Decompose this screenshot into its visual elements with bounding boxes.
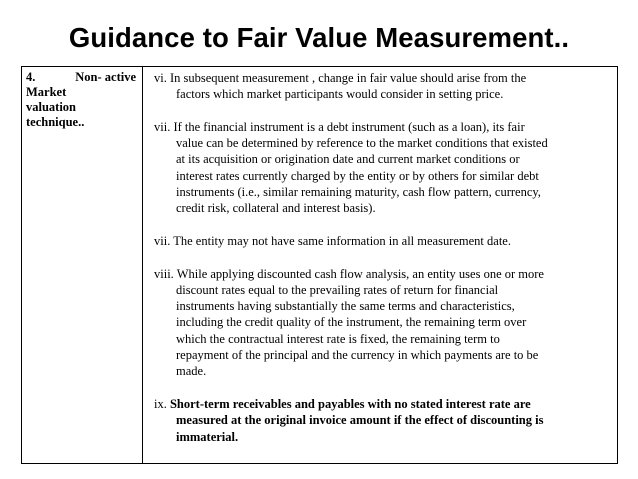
item-marker: vii. bbox=[154, 119, 174, 134]
guidance-item bbox=[154, 266, 609, 380]
item-text: credit risk, collateral and interest basis). bbox=[176, 201, 376, 216]
item-marker: ix. bbox=[154, 396, 170, 411]
guidance-line bbox=[154, 184, 609, 200]
item-text: factors which market participants would consider in setting price. bbox=[176, 87, 504, 102]
item-text: made. bbox=[176, 364, 207, 379]
topic-label-line: technique.. bbox=[26, 115, 85, 129]
topic-cell bbox=[22, 67, 143, 463]
content-table bbox=[21, 66, 618, 464]
item-text: including the credit quality of the instrument, the remaining term over bbox=[176, 315, 527, 330]
guidance-line bbox=[154, 298, 609, 314]
item-text: In subsequent measurement , change in fair value should arise from the bbox=[169, 71, 527, 85]
guidance-line bbox=[154, 314, 609, 330]
guidance-list bbox=[143, 67, 617, 463]
item-marker: vii. bbox=[154, 233, 174, 248]
item-text: immaterial. bbox=[176, 429, 239, 444]
guidance-line bbox=[154, 396, 609, 412]
item-text: which the contractual interest rate is fixed, the remaining term to bbox=[176, 331, 500, 346]
item-marker: vi. bbox=[154, 71, 170, 85]
item-text: While applying discounted cash flow analysis, an entity uses one or more bbox=[176, 266, 544, 281]
guidance-line bbox=[154, 347, 609, 363]
guidance-item bbox=[154, 119, 609, 217]
guidance-line bbox=[154, 168, 609, 184]
guidance-line bbox=[154, 135, 609, 151]
item-text: The entity may not have same information in all measurement date. bbox=[173, 233, 511, 248]
guidance-line bbox=[154, 233, 609, 249]
topic-label-line: Non- active bbox=[75, 70, 136, 84]
page-title: Guidance to Fair Value Measurement.. bbox=[68, 22, 570, 53]
guidance-item bbox=[154, 396, 609, 445]
guidance-item bbox=[154, 233, 609, 249]
item-marker: viii. bbox=[154, 266, 177, 281]
guidance-item bbox=[154, 70, 609, 103]
item-text: interest rates currently charged by the entity or by others for similar debt bbox=[176, 168, 539, 183]
guidance-line bbox=[154, 151, 609, 167]
guidance-line bbox=[154, 331, 609, 347]
item-text: at its acquisition or origination date and current market conditions or bbox=[176, 152, 520, 167]
guidance-line bbox=[154, 429, 609, 445]
topic-label-line: valuation bbox=[26, 100, 77, 114]
guidance-line bbox=[154, 363, 609, 379]
guidance-line bbox=[154, 119, 609, 135]
item-text: instruments (i.e., similar remaining maturity, cash flow pattern, currency, bbox=[176, 185, 541, 200]
item-text: measured at the original invoice amount if the effect of discounting is bbox=[176, 413, 544, 428]
guidance-line bbox=[154, 412, 609, 428]
item-text: repayment of the principal and the currency in which payments are to be bbox=[176, 348, 539, 363]
item-text: Short-term receivables and payables with no stated interest rate are bbox=[169, 396, 531, 411]
guidance-line bbox=[154, 266, 609, 282]
item-text: If the financial instrument is a debt instrument (such as a loan), its fair bbox=[173, 119, 525, 134]
guidance-line bbox=[154, 282, 609, 298]
item-text: discount rates equal to the prevailing rates of return for financial bbox=[176, 282, 499, 297]
item-text: value can be determined by reference to the market conditions that existed bbox=[176, 136, 548, 151]
item-text: instruments having substantially the same terms and characteristics, bbox=[176, 299, 515, 314]
guidance-line bbox=[154, 86, 609, 102]
guidance-line bbox=[154, 200, 609, 216]
topic-number: 4. bbox=[26, 70, 36, 84]
topic-heading-row bbox=[26, 70, 136, 85]
guidance-line bbox=[154, 70, 609, 86]
topic-label-line: Market bbox=[26, 85, 67, 99]
